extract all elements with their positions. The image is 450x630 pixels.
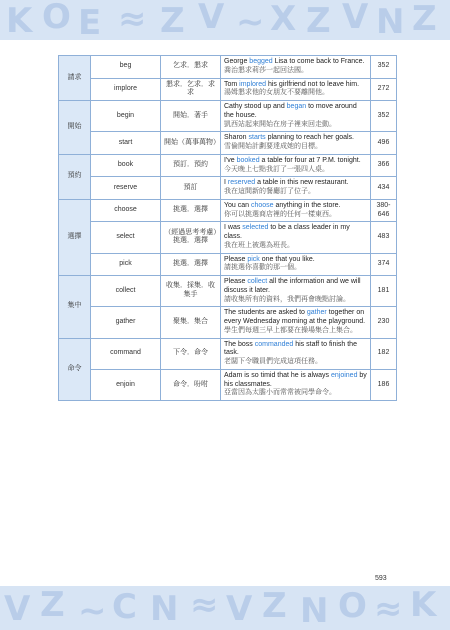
word-cell: choose <box>91 199 161 222</box>
example-text: his staff to finish the task. <box>224 340 357 357</box>
meaning-cell: 乞求．懇求 <box>161 56 221 79</box>
example-text: Please <box>224 278 248 285</box>
table-row <box>59 132 397 155</box>
example-text: to move around the house. <box>224 103 357 119</box>
english-example <box>224 134 367 143</box>
chinese-translation: 請收集所有的資料，我們再會晚點討論。 <box>224 295 350 303</box>
english-example <box>224 224 367 242</box>
meaning-cell: 收集．採集．收集手 <box>161 276 221 307</box>
chinese-translation: 學生們每週三早上都要在操場集合上集合。 <box>224 326 357 334</box>
word-cell: gather <box>91 307 161 338</box>
word-cell: beg <box>91 56 161 79</box>
word-cell: reserve <box>91 177 161 200</box>
chinese-translation: 湯姆懇求他的女朋友不要離開他。 <box>224 89 329 97</box>
example-cell <box>221 307 371 338</box>
chinese-translation: 我在這間新的餐廳訂了位子。 <box>224 188 315 195</box>
page-reference-cell: 380-646 <box>371 199 397 222</box>
example-text: a table for four at 7 P.M. tonight. <box>259 156 361 164</box>
english-example <box>224 58 367 67</box>
english-example <box>224 309 367 327</box>
english-example <box>224 202 367 211</box>
example-text: Please <box>224 255 248 263</box>
meaning-cell: 挑選．選擇 <box>161 253 221 276</box>
table-row <box>59 56 397 79</box>
page-reference-cell: 483 <box>371 222 397 253</box>
category-cell: 命令 <box>59 338 91 401</box>
page-reference-cell: 496 <box>371 132 397 155</box>
example-text: You can <box>224 201 251 209</box>
table-row <box>59 222 397 253</box>
meaning-cell: 聚集．集合 <box>161 307 221 338</box>
example-text: all the information and we will discuss it later. <box>224 278 361 294</box>
highlighted-word: pick <box>247 255 260 263</box>
highlighted-word: begged <box>249 58 273 65</box>
english-example <box>224 341 367 359</box>
example-cell <box>221 222 371 253</box>
example-text: together on every Wednesday morning at the playground. <box>224 309 366 325</box>
page-reference-cell: 434 <box>371 177 397 200</box>
english-example <box>224 157 367 166</box>
example-cell <box>221 56 371 79</box>
chinese-translation: 凱西站起來開始在房子裡來回走動。 <box>224 120 336 128</box>
chinese-translation: 亞當因為太膽小而常常被同學命令。 <box>224 389 336 397</box>
meaning-cell: 開始（萬事萬物） <box>161 132 221 155</box>
example-cell <box>221 276 371 307</box>
example-text: George <box>224 58 250 65</box>
example-cell <box>221 154 371 177</box>
example-text: anything in the store. <box>273 201 341 209</box>
english-example <box>224 81 367 90</box>
chinese-translation: 我在班上被選為班長。 <box>224 241 294 249</box>
meaning-cell: 下令．命令 <box>161 338 221 369</box>
table-row <box>59 154 397 177</box>
table-row <box>59 253 397 276</box>
example-cell <box>221 199 371 222</box>
example-text: his girlfriend not to leave him. <box>266 80 360 88</box>
example-cell <box>221 369 371 400</box>
category-cell: 請求 <box>59 56 91 101</box>
top-decorative-band: K O E ≈ Z V ~ X Z V N Z <box>0 0 450 40</box>
page-reference-cell: 181 <box>371 276 397 307</box>
example-text: Adam is so timid that he is always <box>224 371 331 379</box>
word-cell: implore <box>91 78 161 101</box>
word-cell: select <box>91 222 161 253</box>
chinese-translation: 你可以挑選商店裡的任何一樣東西。 <box>224 210 336 218</box>
english-example <box>224 372 367 390</box>
meaning-cell: 預訂．預約 <box>161 154 221 177</box>
table-row <box>59 101 397 132</box>
example-text: a table in this new restaurant. <box>255 179 349 187</box>
vocabulary-comparison-table <box>58 55 397 401</box>
page-number: 593 <box>375 575 387 582</box>
word-cell: begin <box>91 101 161 132</box>
page-reference-cell: 352 <box>371 56 397 79</box>
chinese-translation: 今天晚上七點我訂了一張四人桌。 <box>224 165 329 173</box>
highlighted-word: implored <box>239 80 267 88</box>
example-cell <box>221 253 371 276</box>
table-row <box>59 177 397 200</box>
meaning-cell: （經過思考考慮）挑選．選擇 <box>161 222 221 253</box>
example-text: I was <box>224 224 243 232</box>
table-row <box>59 307 397 338</box>
table-row <box>59 369 397 400</box>
example-text: to be a class leader in my class. <box>224 224 350 240</box>
meaning-cell: 挑選．選擇 <box>161 199 221 222</box>
example-text: The students are asked to <box>224 309 307 317</box>
example-cell <box>221 132 371 155</box>
page-reference-cell: 272 <box>371 78 397 101</box>
example-text: Sharon <box>224 134 249 142</box>
highlighted-word: reserved <box>227 179 256 187</box>
example-text: I <box>224 179 228 187</box>
example-cell <box>221 101 371 132</box>
word-cell: pick <box>91 253 161 276</box>
chinese-translation: 喬治懇求莉莎一起回法國。 <box>224 66 308 74</box>
example-text: I've <box>224 156 237 164</box>
word-cell: collect <box>91 276 161 307</box>
page-reference-cell: 182 <box>371 338 397 369</box>
meaning-cell: 命令．吩咐 <box>161 369 221 400</box>
example-text: The boss <box>224 340 255 348</box>
english-example <box>224 278 367 296</box>
english-example <box>224 256 367 265</box>
example-text: Cathy stood up and <box>224 103 287 110</box>
highlighted-word: selected <box>242 224 269 232</box>
meaning-cell: 預訂 <box>161 177 221 200</box>
highlighted-word: choose <box>251 201 274 209</box>
highlighted-word: gather <box>306 309 327 317</box>
table-row <box>59 199 397 222</box>
example-text: Lisa to come back to France. <box>272 58 365 65</box>
word-cell: command <box>91 338 161 369</box>
page-reference-cell: 366 <box>371 154 397 177</box>
word-cell: book <box>91 154 161 177</box>
chinese-translation: 雪倫開始計劃要達成她的目標。 <box>224 143 322 150</box>
chinese-translation: 請挑選你喜歡的那一個。 <box>224 264 301 272</box>
example-cell <box>221 177 371 200</box>
example-text: by his classmates. <box>224 371 367 388</box>
category-cell: 集中 <box>59 276 91 339</box>
english-example <box>224 179 367 188</box>
meaning-cell: 開始．著手 <box>161 101 221 132</box>
example-text: one that you like. <box>259 255 315 263</box>
english-example <box>224 103 367 121</box>
highlighted-word: began <box>286 103 307 110</box>
table-row <box>59 276 397 307</box>
page-reference-cell: 186 <box>371 369 397 400</box>
category-cell: 選擇 <box>59 199 91 275</box>
chinese-translation: 老闆下令職員們完成這項任務。 <box>224 358 322 365</box>
word-cell: enjoin <box>91 369 161 400</box>
highlighted-word: collect <box>247 278 268 285</box>
page-reference-cell: 230 <box>371 307 397 338</box>
table-row <box>59 78 397 101</box>
bottom-decorative-band: V Z ~ C N ≈ V Z N O ≈ K <box>0 586 450 630</box>
highlighted-word: commanded <box>254 340 294 348</box>
category-cell: 開始 <box>59 101 91 155</box>
category-cell: 預約 <box>59 154 91 199</box>
example-text: Tom <box>224 80 240 88</box>
highlighted-word: booked <box>236 156 260 164</box>
highlighted-word: enjoined <box>331 371 358 379</box>
word-cell: start <box>91 132 161 155</box>
table-row <box>59 338 397 369</box>
page-reference-cell: 352 <box>371 101 397 132</box>
page-reference-cell: 374 <box>371 253 397 276</box>
example-cell <box>221 338 371 369</box>
highlighted-word: starts <box>248 134 266 142</box>
example-cell <box>221 78 371 101</box>
meaning-cell: 懇求．乞求．求求 <box>161 78 221 101</box>
example-text: planning to reach her goals. <box>265 134 354 142</box>
